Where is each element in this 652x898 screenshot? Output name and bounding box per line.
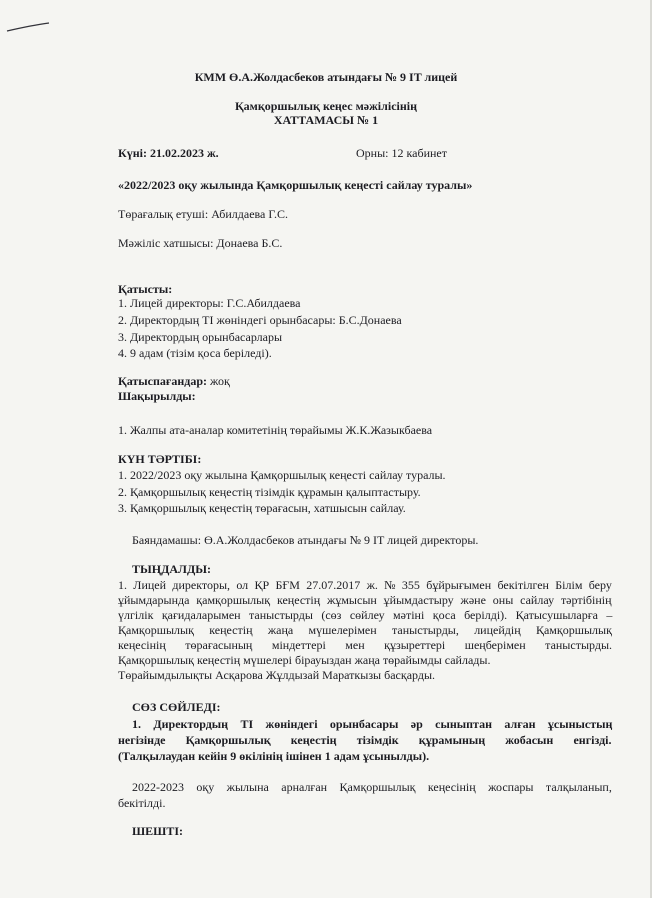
- spoke-line: 1. Директордың ТІ жөніндегі орынбасары әр сыныптан алған ұсыныстың: [132, 717, 613, 731]
- spoke-heading: СӨЗ СӨЙЛЕДІ:: [132, 700, 221, 714]
- meeting-date: Күні: 21.02.2023 ж.: [118, 146, 219, 160]
- plan-line: 2022-2023 оқу жылына арналған Қамқоршылық кеңесінің жоспары талқыланып,: [132, 780, 612, 794]
- spoke-line: негізінде Қамқоршылық кеңестің тізімдік құрамының жобасын енгізді.: [118, 733, 612, 747]
- listened-line: кеңесінің төрағасының міндеттері мен құзыреттері шеңберімен таныстырды.: [118, 638, 613, 652]
- listened-line: ұйымдарында қамқоршылық кеңестің жұмысын ұйымдастыру және оны сайлау тәртібінің: [118, 593, 612, 607]
- absent-line: [118, 374, 230, 388]
- agenda-item: 2. Қамқоршылық кеңестің тізімдік құрамын қалыптастыру.: [118, 485, 421, 499]
- speaker-line: Баяндамашы: Ө.А.Жолдасбеков атындағы № 9 IT лицей директоры.: [132, 533, 479, 547]
- listened-line: Қамқоршылық кеңестің мүшелері бірауыздан жаңа төрайымды сайлады.: [118, 653, 491, 667]
- listened-line: Қамқоршылық кеңестің жаңа мүшелерімен таныстырды, лицейдің Қамқоршылық: [118, 623, 612, 637]
- org-title: КММ Ө.А.Жолдасбеков атындағы № 9 IT лицей: [194, 70, 458, 84]
- agenda-item: 3. Қамқоршылық кеңестің төрағасын, хатшысын сайлау.: [118, 501, 406, 515]
- invited-heading: Шақырылды:: [118, 389, 196, 403]
- attended-heading: Қатысты:: [118, 282, 173, 296]
- decided-heading: ШЕШТІ:: [132, 824, 184, 838]
- attended-item: 3. Директордың орынбасарлары: [118, 330, 283, 344]
- attended-item: 2. Директордың ТІ жөніндегі орынбасары: Б.С.Донаева: [118, 313, 402, 327]
- agenda-heading: КҮН ТӘРТІБІ:: [118, 452, 202, 466]
- absent-label: Қатыспағандар:: [118, 374, 207, 388]
- listened-heading: ТЫҢДАЛДЫ:: [132, 562, 212, 576]
- absent-value: жоқ: [207, 374, 230, 388]
- secretary: Мәжіліс хатшысы: Донаева Б.С.: [118, 236, 283, 250]
- invited-item: 1. Жалпы ата-аналар комитетінің төрайымы Ж.К.Жазыкбаева: [118, 423, 433, 437]
- meeting-title: Қамқоршылық кеңес мәжілісінің: [234, 99, 418, 113]
- spoke-line: (Талқылаудан кейін 9 өкілінің ішінен 1 адам ұсынылды).: [118, 749, 430, 763]
- meeting-topic: «2022/2023 оқу жылында Қамқоршылық кеңесті сайлау туралы»: [118, 178, 473, 192]
- pen-stroke-mark: [6, 22, 50, 32]
- listened-line: 1. Лицей директоры, ол ҚР БҒМ 27.07.2017 ж. № 355 бұйрығымен бекітілген Білім беру: [118, 578, 612, 592]
- meeting-place: Орны: 12 кабинет: [356, 146, 447, 160]
- listened-line: үлгілік қағидаларымен таныстырды (сөз сөйлеу мәтіні қоса берілді). Қатысушыларға –: [118, 608, 613, 622]
- plan-line: бекітілді.: [118, 796, 166, 810]
- listened-line: Төрайымдылықты Асқарова Жұлдызай Мараткызы басқарды.: [118, 668, 436, 682]
- attended-item: 1. Лицей директоры: Г.С.Абилдаева: [118, 296, 301, 310]
- chairperson: Төрағалық етуші: Абилдаева Г.С.: [118, 207, 288, 221]
- attended-item: 4. 9 адам (тізім қоса беріледі).: [118, 346, 272, 360]
- protocol-title: ХАТТАМАСЫ № 1: [273, 113, 379, 127]
- agenda-item: 1. 2022/2023 оқу жылына Қамқоршылық кеңесті сайлау туралы.: [118, 468, 446, 482]
